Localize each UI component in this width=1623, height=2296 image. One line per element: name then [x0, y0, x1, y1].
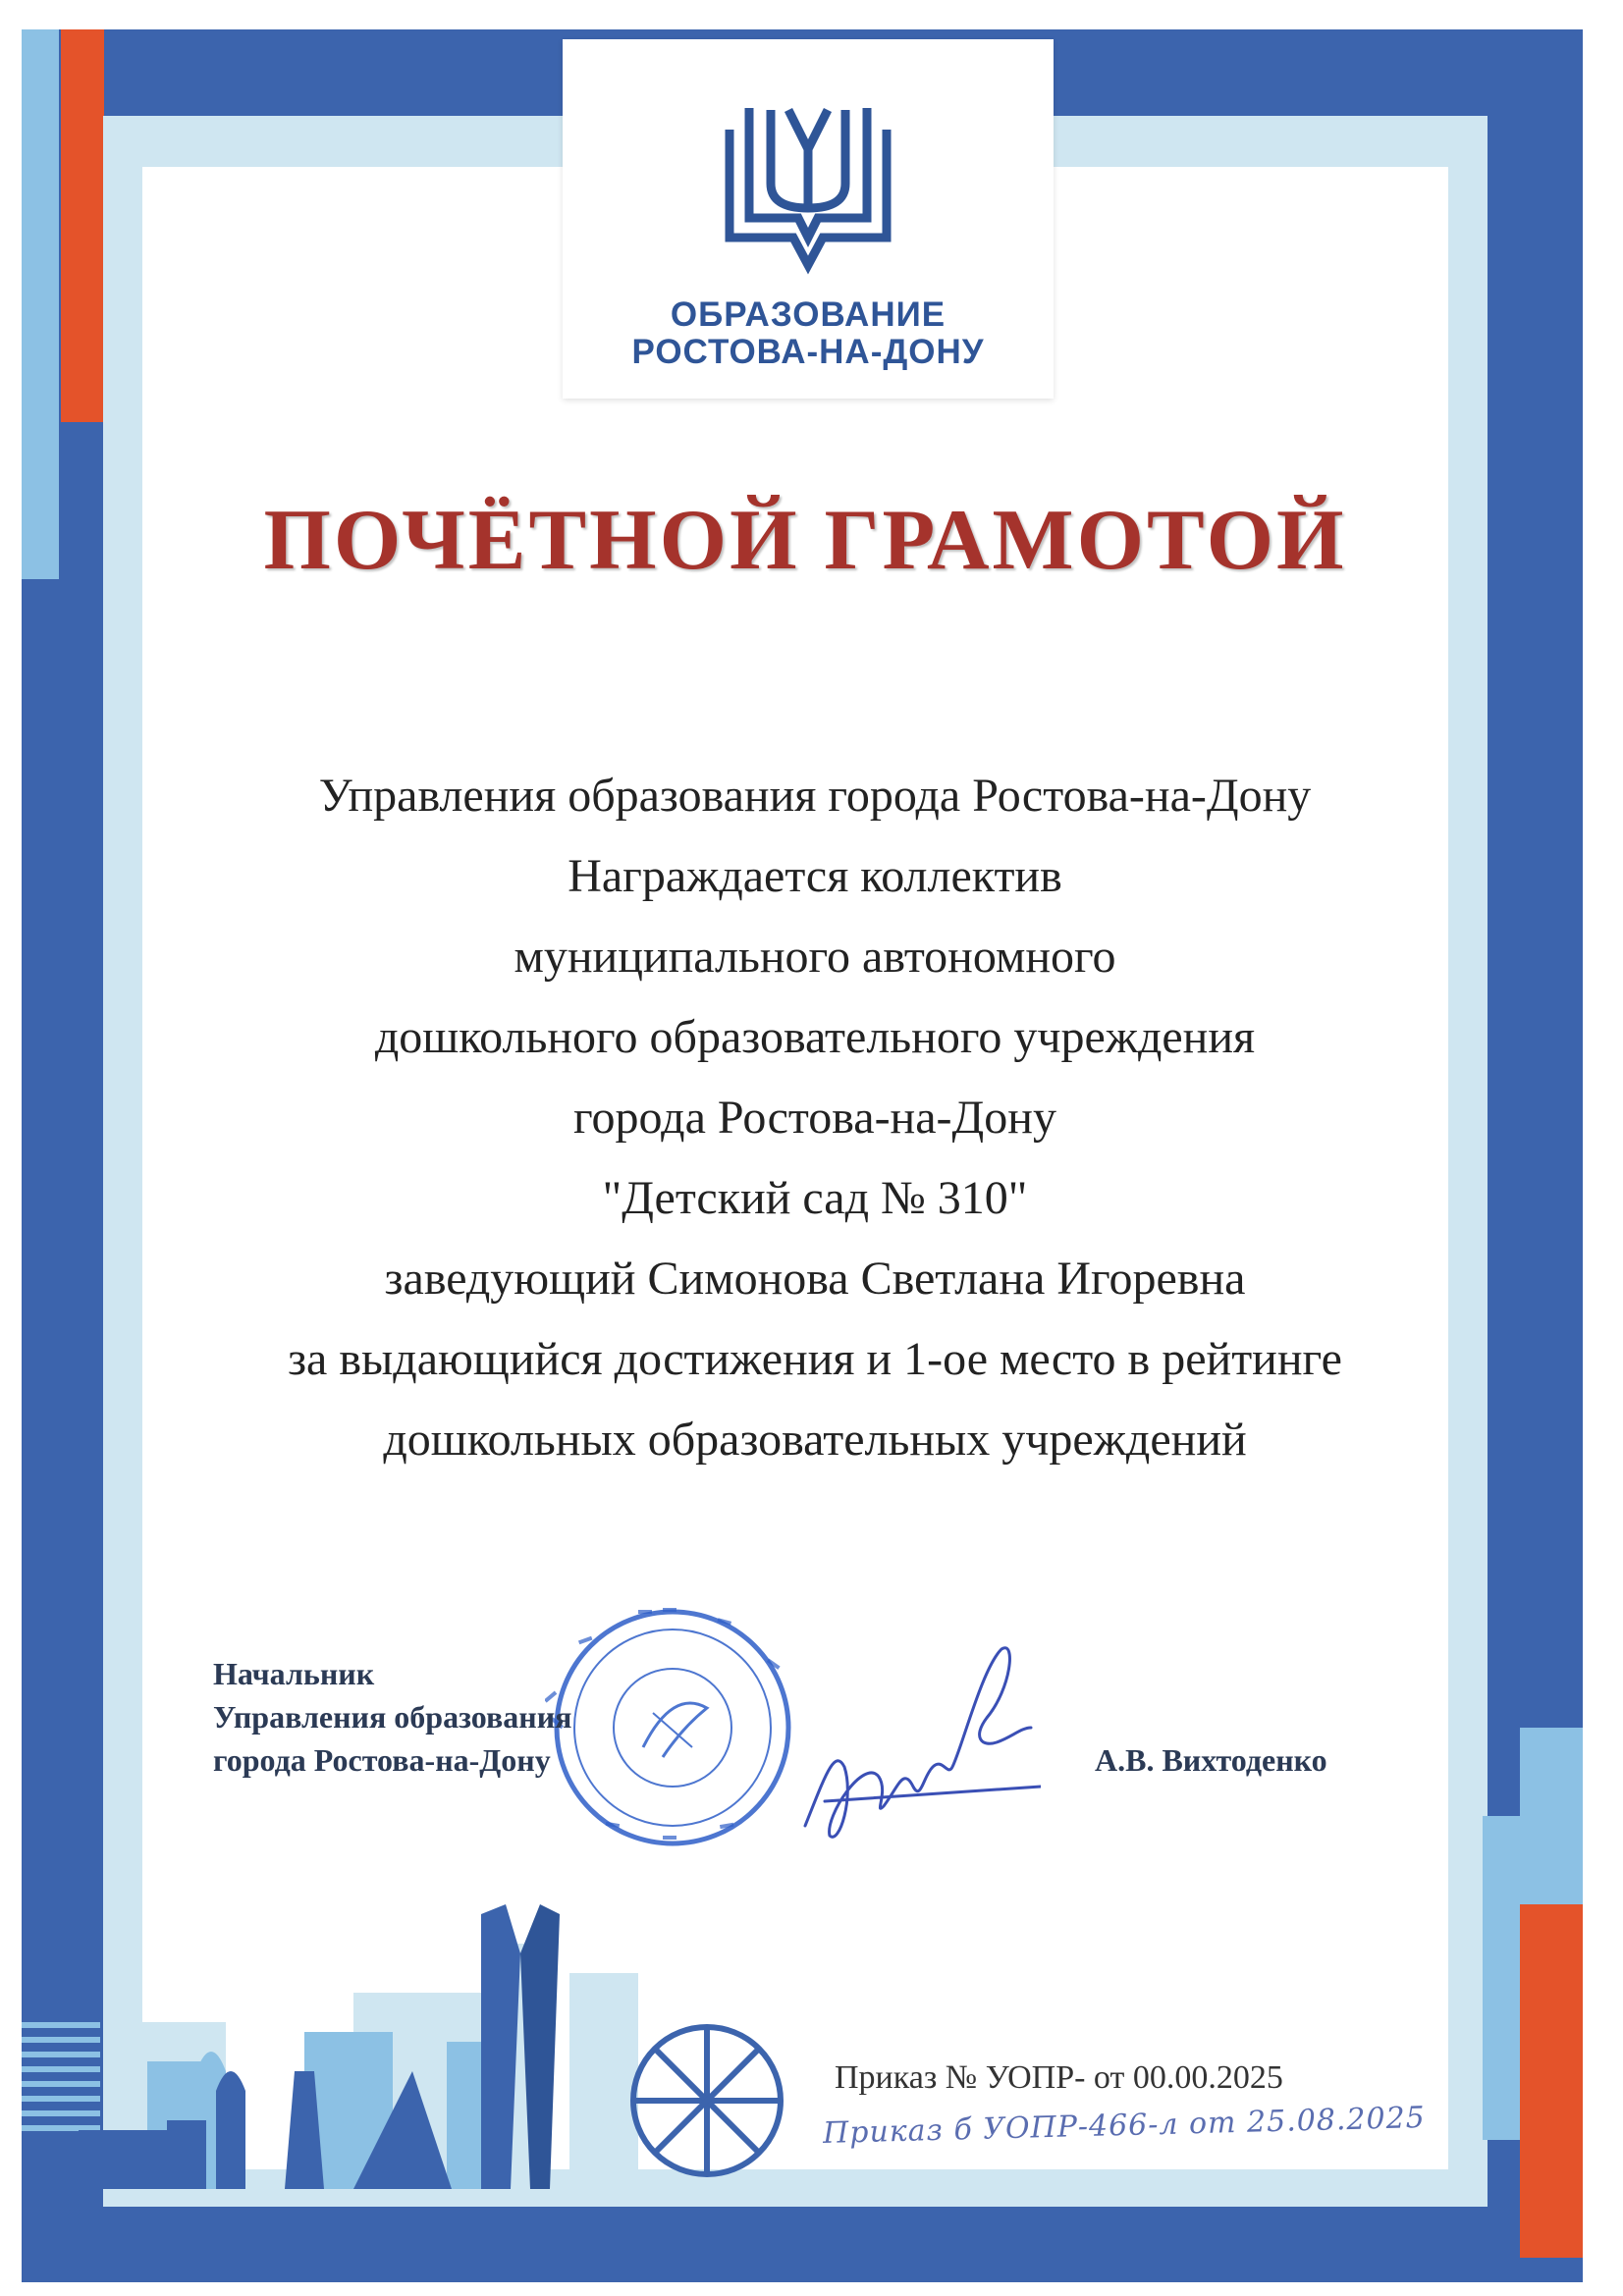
- handwritten-signature-icon: [785, 1629, 1041, 1885]
- position-line: Управления образования: [213, 1699, 572, 1735]
- signatory-name: А.В. Вихтоденко: [1095, 1742, 1327, 1778]
- logo-line-1: ОБРАЗОВАНИЕ: [670, 295, 947, 334]
- body-line: Награждается коллектив: [568, 850, 1062, 902]
- body-line: за выдающийся достижения и 1-ое место в рейтинге: [288, 1333, 1342, 1385]
- award-text: [157, 756, 1473, 1480]
- position-line: Начальник: [213, 1656, 375, 1691]
- book-shield-logo-icon: [710, 90, 906, 287]
- certificate-title: ПОЧЁТНОЙ ГРАМОТОЙ: [263, 493, 1347, 588]
- red-accent-left: [61, 29, 104, 422]
- position-line: города Ростова-на-Дону: [213, 1742, 551, 1778]
- signatory-position: [213, 1652, 571, 1782]
- body-line: Управления образования города Ростова-на-Дону: [318, 770, 1312, 822]
- body-line: дошкольного образовательного учреждения: [374, 1011, 1256, 1063]
- body-line: заведующий Симонова Светлана Игоревна: [384, 1253, 1246, 1305]
- body-line: дошкольных образовательных учреждений: [383, 1414, 1247, 1466]
- body-line: "Детский сад № 310": [602, 1172, 1028, 1224]
- logo-card: [563, 39, 1054, 399]
- body-line: города Ростова-на-Дону: [573, 1092, 1056, 1144]
- body-line: муниципального автономного: [514, 931, 1116, 983]
- order-number: Приказ № УОПР- от 00.00.2025: [835, 2059, 1283, 2096]
- handwritten-order-note: Приказ б УОПР-466-л от 25.08.2025: [822, 2100, 1427, 2152]
- logo-line-2: РОСТОВА-НА-ДОНУ: [631, 333, 985, 371]
- city-skyline-illustration: [59, 1895, 943, 2189]
- red-accent-right: [1520, 1904, 1583, 2258]
- official-stamp-icon: [545, 1600, 800, 1855]
